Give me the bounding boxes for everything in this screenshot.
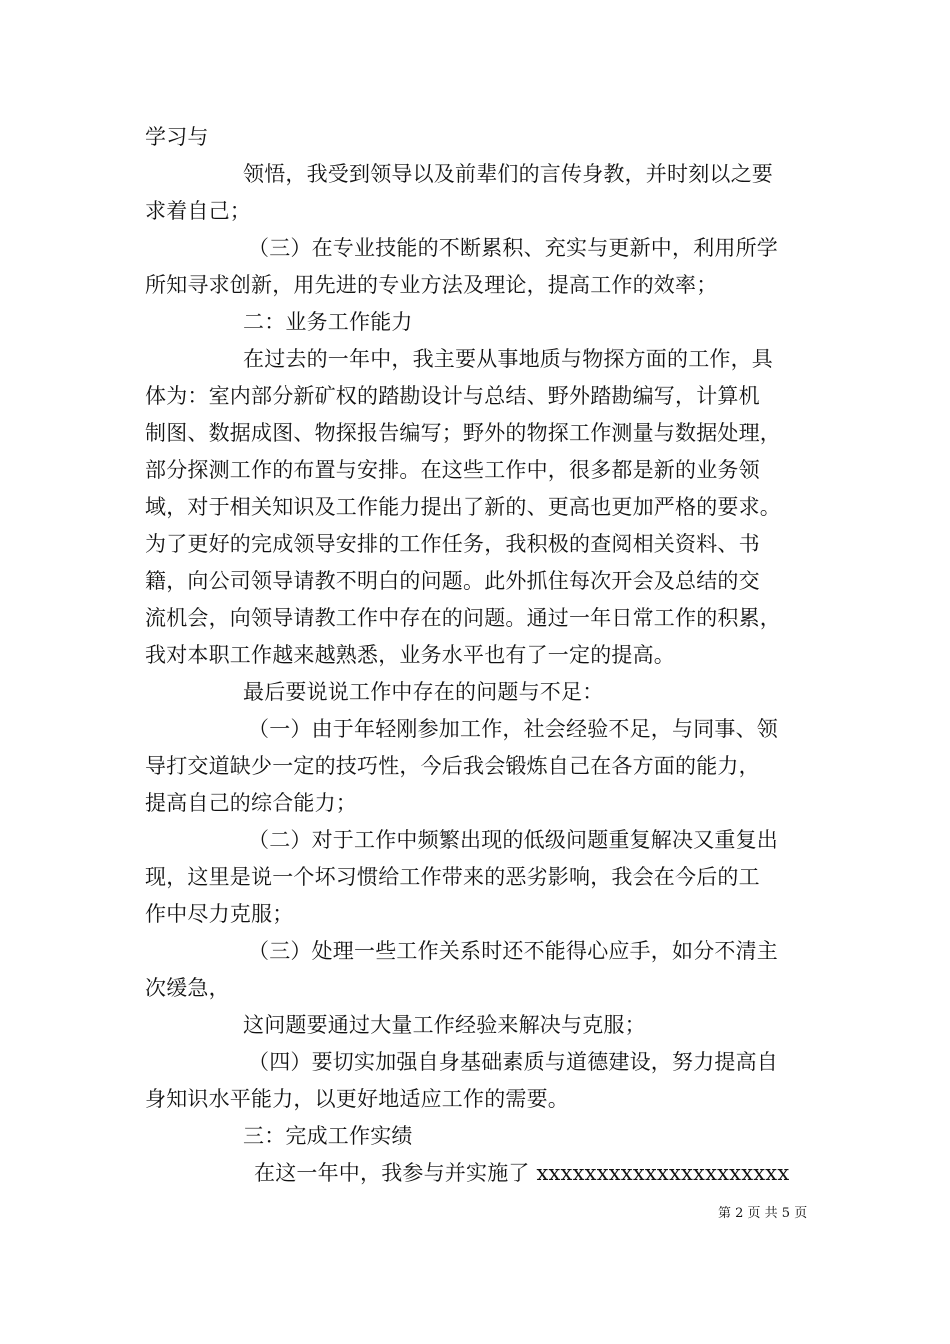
text-line: 在这一年中，我参与并实施了 xxxxxxxxxxxxxxxxxxxxx (254, 1161, 790, 1185)
text-line: 为了更好的完成领导安排的工作任务，我积极的查阅相关资料、书 (145, 532, 760, 556)
text-line: 学习与 (145, 125, 209, 149)
text-line: 域，对于相关知识及工作能力提出了新的、更高也更加严格的要求。 (145, 495, 781, 519)
text-line: 部分探测工作的布置与安排。在这些工作中，很多都是新的业务领 (145, 458, 760, 482)
text-line: （三）在专业技能的不断累积、充实与更新中，利用所学 (248, 236, 778, 260)
text-line: 次缓急， (145, 976, 230, 1000)
text-line: 提高自己的综合能力； (145, 791, 357, 815)
section-heading: 三：完成工作实绩 (243, 1124, 413, 1148)
text-line: （三）处理一些工作关系时还不能得心应手，如分不清主 (248, 939, 778, 963)
text-line: 现，这里是说一个坏习惯给工作带来的恶劣影响，我会在今后的工 (145, 865, 760, 889)
text-line: 最后要说说工作中存在的问题与不足： (243, 680, 604, 704)
text-line: 身知识水平能力，以更好地适应工作的需要。 (145, 1087, 569, 1111)
text-line: 导打交道缺少一定的技巧性，今后我会锻炼自己在各方面的能力， (145, 754, 760, 778)
text-line: 体为：室内部分新矿权的踏勘设计与总结、野外踏勘编写，计算机 (145, 384, 760, 408)
text-line: 在过去的一年中，我主要从事地质与物探方面的工作，具 (243, 347, 773, 371)
text-line: 流机会，向领导请教工作中存在的问题。通过一年日常工作的积累， (145, 606, 781, 630)
section-heading: 二：业务工作能力 (243, 310, 413, 334)
text-line: 制图、数据成图、物探报告编写；野外的物探工作测量与数据处理， (145, 421, 781, 445)
text-line: 作中尽力克服； (145, 902, 294, 926)
text-line: 这问题要通过大量工作经验来解决与克服； (243, 1013, 646, 1037)
text-line: 籍，向公司领导请教不明白的问题。此外抓住每次开会及总结的交 (145, 569, 760, 593)
text-line: （二）对于工作中频繁出现的低级问题重复解决又重复出 (248, 828, 778, 852)
text-line: （一）由于年轻刚参加工作，社会经验不足，与同事、领 (248, 717, 778, 741)
text-line: （四）要切实加强自身基础素质与道德建设，努力提高自 (248, 1050, 778, 1074)
text-line: 求着自己； (145, 199, 251, 223)
text-line: 领悟，我受到领导以及前辈们的言传身教，并时刻以之要 (243, 162, 773, 186)
page-footer: 第 2 页 共 5 页 (718, 1206, 808, 1221)
text-line: 所知寻求创新，用先进的专业方法及理论，提高工作的效率； (145, 273, 718, 297)
text-line: 我对本职工作越来越熟悉，业务水平也有了一定的提高。 (145, 643, 675, 667)
